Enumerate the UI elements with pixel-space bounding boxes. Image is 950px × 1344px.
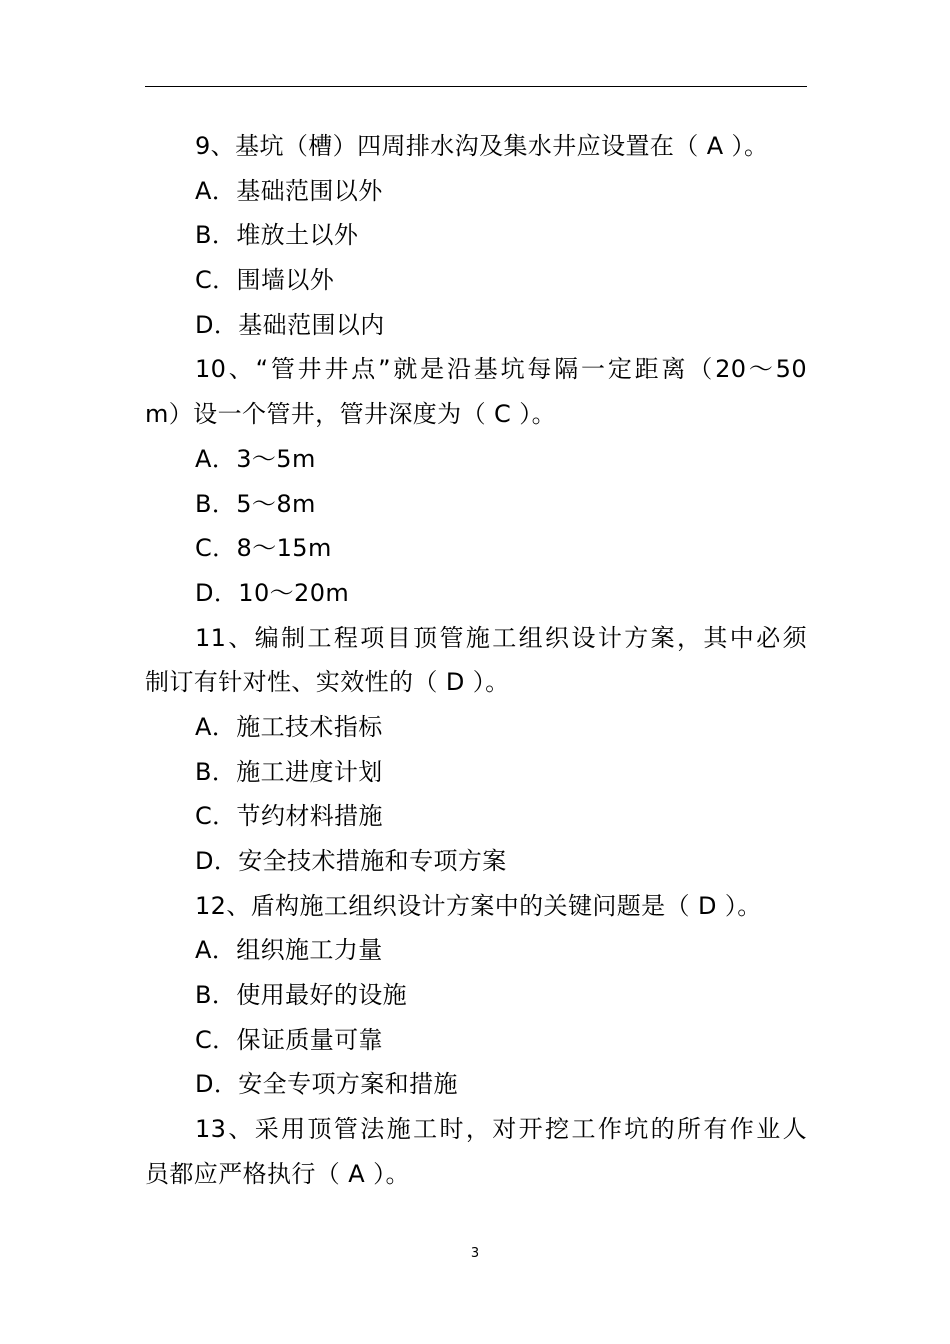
question-11-option-a: A．施工技术指标	[195, 712, 383, 741]
question-12-option-b: B．使用最好的设施	[195, 981, 408, 1010]
question-11-stem-line-1: 11、编制工程项目顶管施工组织设计方案，其中必须	[195, 623, 807, 652]
question-13-stem-line-2: 员都应严格执行（ A ）。	[145, 1159, 410, 1188]
question-11-option-d: D．安全技术措施和专项方案	[195, 847, 507, 875]
page-content	[145, 124, 807, 1197]
page-number: 3	[470, 1246, 480, 1261]
question-13-stem-line-1: 13、采用顶管法施工时，对开挖工作坑的所有作业人	[195, 1115, 807, 1144]
question-9	[145, 124, 807, 347]
question-12-stem: 12、盾构施工组织设计方案中的关键问题是（ D ）。	[195, 891, 762, 920]
question-11-option-b: B．施工进度计划	[195, 757, 383, 786]
question-12-option-d: D．安全专项方案和措施	[195, 1070, 458, 1099]
question-10-option-c: C．8～15m	[195, 534, 332, 563]
question-9-option-c: C．围墙以外	[195, 266, 335, 295]
question-10-stem-line-2: m）设一个管井，管井深度为（ C ）。	[145, 400, 556, 429]
question-11	[145, 616, 807, 884]
question-12-option-c: C．保证质量可靠	[195, 1025, 383, 1054]
header-rule	[145, 86, 807, 87]
question-9-option-b: B．堆放土以外	[195, 221, 359, 250]
question-11-option-c: C．节约材料措施	[195, 802, 383, 831]
question-10-option-d: D．10～20m	[195, 578, 350, 607]
question-12	[145, 884, 807, 1107]
question-10-stem-line-1: 10、“管井井点”就是沿基坑每隔一定距离（20～50	[195, 355, 807, 384]
question-9-stem: 9、基坑（槽）四周排水沟及集水井应设置在（ A ）。	[195, 132, 769, 160]
question-12-option-a: A．组织施工力量	[195, 936, 383, 965]
question-10-option-a: A．3～5m	[195, 444, 316, 473]
question-9-option-a: A．基础范围以外	[195, 176, 383, 205]
question-10	[145, 347, 807, 615]
question-13	[145, 1107, 807, 1196]
question-9-option-d: D．基础范围以内	[195, 310, 385, 339]
question-10-option-b: B．5～8m	[195, 489, 316, 518]
question-11-stem-line-2: 制订有针对性、实效性的（ D ）。	[145, 668, 510, 697]
